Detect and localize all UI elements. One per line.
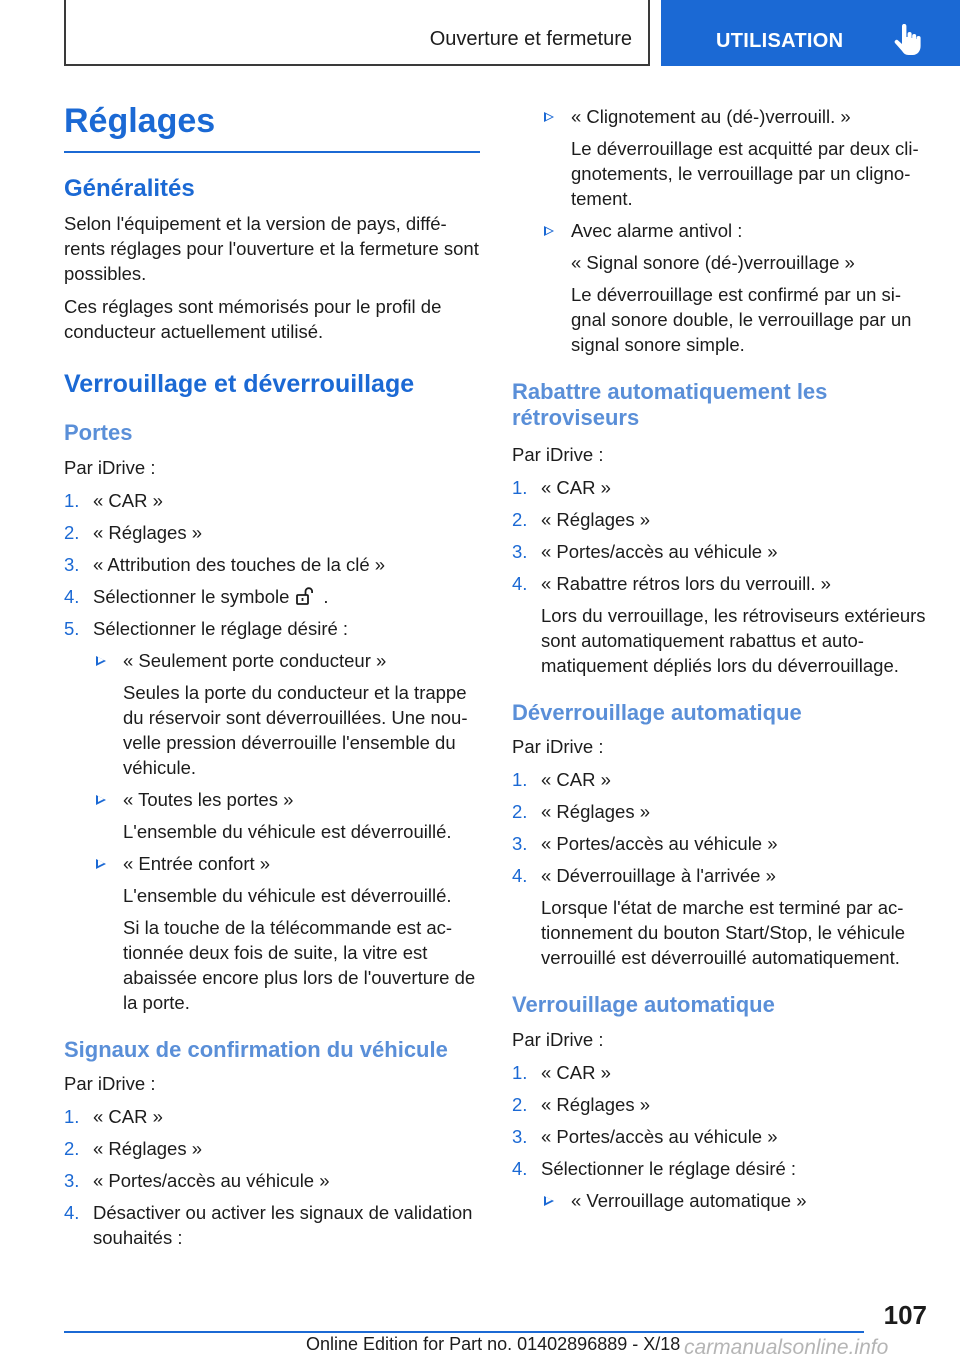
step-description: Lors du verrouillage, les rétroviseurs extérieurs sont automatiquement rabattus et automatiquement dépliés lors du déverrouillage. (541, 604, 926, 676)
step-text: « CAR » (541, 476, 611, 498)
chapter-title: UTILISATION (716, 30, 844, 52)
list-item (512, 539, 928, 564)
subheading-signaux: Signaux de confirmation du véhicule (64, 1036, 448, 1062)
triangle-bullet-icon (96, 656, 106, 666)
step-number: 4. (512, 1157, 528, 1179)
option-description: L'ensemble du véhicule est déverrouillé. (123, 820, 452, 842)
intro-text: Par iDrive : (512, 443, 604, 465)
step-number: 2. (64, 521, 80, 543)
list-item (64, 1168, 480, 1193)
edition-text: Online Edition for Part no. 01402896889 - X/18 (306, 1334, 681, 1354)
option-item (93, 648, 480, 780)
list-item (64, 488, 480, 513)
section-heading-generalites: Généralités (64, 175, 195, 202)
list-item (512, 1156, 928, 1213)
section-box (64, 0, 650, 66)
list-item (64, 584, 480, 609)
step-number: 2. (512, 801, 528, 823)
intro-text: Par iDrive : (512, 736, 604, 758)
step-text: « Rabattre rétros lors du verrouill. » (541, 572, 831, 594)
triangle-bullet-icon (96, 859, 106, 869)
step-text: « Réglages » (541, 1093, 651, 1115)
steps-list-retroviseurs (512, 475, 928, 678)
step-number: 1. (512, 1061, 528, 1083)
step-text: Désactiver ou activer les signaux de validation souhaités : (93, 1202, 473, 1249)
step-text-suffix: . (323, 585, 329, 607)
step-text: « Réglages » (93, 521, 203, 543)
option-description: Si la touche de la télécommande est actionnée deux fois de suite, la vitre est abaissée encore plus lors de l'ouverture de la porte. (123, 916, 476, 1013)
step-number: 4. (64, 1202, 80, 1224)
step-text: « Attribution des touches de la clé » (93, 553, 386, 575)
page-number: 107 (883, 1300, 927, 1330)
step-number: 1. (512, 769, 528, 791)
steps-list-deverrouillage (512, 767, 928, 970)
list-item (512, 831, 928, 856)
step-number: 2. (512, 1093, 528, 1115)
list-item (512, 1092, 928, 1117)
step-number: 5. (64, 617, 80, 639)
intro-text: Par iDrive : (64, 456, 156, 478)
step-number: 1. (512, 476, 528, 498)
option-description: « Signal sonore (dé-)verrouillage » (571, 252, 855, 273)
list-item (512, 799, 928, 824)
option-item (93, 787, 480, 844)
option-description: L'ensemble du véhicule est déverrouillé. (123, 884, 452, 906)
list-item (64, 1104, 480, 1129)
option-label: « Toutes les portes » (123, 788, 294, 810)
list-item (64, 616, 480, 1015)
section-heading-verrouillage: Verrouillage et déverrouillage (64, 369, 415, 398)
step-text: « Déverrouillage à l'arrivée » (541, 865, 776, 887)
option-item (93, 851, 480, 1015)
step-number: 4. (64, 585, 80, 607)
option-label: « Seulement porte conducteur » (123, 649, 387, 671)
footer-divider (64, 1331, 864, 1333)
section-title: Ouverture et fermeture (429, 28, 632, 50)
step-number: 2. (64, 1138, 80, 1160)
subheading-deverrouillage-auto: Déverrouillage automatique (512, 699, 802, 725)
option-item (541, 104, 928, 211)
step-number: 4. (512, 572, 528, 594)
step-text: « CAR » (93, 1106, 163, 1128)
step-number: 3. (512, 833, 528, 855)
option-list (541, 1188, 928, 1213)
step-number: 3. (512, 1125, 528, 1147)
page-header (0, 0, 960, 66)
step-text: « CAR » (541, 1061, 611, 1083)
triangle-bullet-icon (544, 226, 554, 236)
list-item (512, 767, 928, 792)
steps-list-portes (64, 488, 480, 1015)
option-label: « Clignotement au (dé-)verrouill. » (571, 106, 851, 127)
step-text: « Portes/accès au véhicule » (541, 833, 778, 855)
list-item (64, 520, 480, 545)
option-item (541, 1188, 928, 1213)
option-description: Le déverrouillage est confirmé par un signal sonore double, le verrouillage par un signal sonore simple. (571, 284, 912, 355)
list-item (512, 507, 928, 532)
option-item (541, 218, 928, 357)
paragraph: Selon l'équipement et la version de pays, différents réglages pour l'ouverture et la fermeture sont possibles. (64, 212, 479, 284)
step-number: 4. (512, 865, 528, 887)
option-description: Le déverrouillage est acquitté par deux clignotements, le verrouillage par un clignotement. (571, 138, 919, 209)
option-label: Avec alarme antivol : (571, 220, 743, 241)
triangle-bullet-icon (544, 112, 554, 122)
list-item (512, 475, 928, 500)
step-number: 1. (64, 1106, 80, 1128)
step-number: 3. (512, 540, 528, 562)
step-text: Sélectionner le symbole (93, 585, 290, 607)
option-label: « Entrée confort » (123, 852, 271, 874)
paragraph: Ces réglages sont mémorisés pour le profil de conducteur actuellement utilisé. (64, 295, 442, 342)
intro-text: Par iDrive : (512, 1028, 604, 1050)
step-text: Sélectionner le réglage désiré : (93, 617, 349, 639)
step-description: Lorsque l'état de marche est terminé par actionnement du bouton Start/Stop, le véhicule verrouillé est déverrouillé automatiquement. (541, 897, 906, 969)
step-number: 1. (64, 489, 80, 511)
option-label: « Verrouillage automatique » (571, 1189, 807, 1211)
step-number: 3. (64, 1170, 80, 1192)
list-item (512, 1124, 928, 1149)
list-item (512, 863, 928, 970)
intro-text: Par iDrive : (64, 1073, 156, 1095)
list-item (64, 1200, 480, 1250)
step-number: 3. (64, 553, 80, 575)
step-text: « Portes/accès au véhicule » (541, 1125, 778, 1147)
list-item (512, 1060, 928, 1085)
option-list (541, 104, 928, 357)
step-text: « Portes/accès au véhicule » (541, 540, 778, 562)
step-text: « Réglages » (541, 508, 651, 530)
list-item (64, 1136, 480, 1161)
title-divider (64, 151, 480, 153)
left-column (64, 92, 480, 1250)
subheading-verrouillage-auto: Verrouillage automatique (512, 992, 775, 1018)
unlock-icon (295, 586, 315, 606)
subheading-retroviseurs: Rabattre automatiquement les rétroviseurs (512, 379, 828, 431)
step-text: Sélectionner le réglage désiré : (541, 1157, 797, 1179)
triangle-bullet-icon (544, 1196, 554, 1206)
right-column (512, 104, 928, 1213)
page-title: Réglages (64, 102, 216, 140)
triangle-bullet-icon (96, 795, 106, 805)
step-text: « Réglages » (541, 801, 651, 823)
list-item (64, 552, 480, 577)
option-description: Seules la porte du conducteur et la trappe du réservoir sont déverrouillées. Une nouvelle pression déverrouille l'ensemble du véhicule. (123, 681, 468, 778)
step-number: 2. (512, 508, 528, 530)
step-text: « Portes/accès au véhicule » (93, 1170, 330, 1192)
watermark: carmanualsonline.info (684, 1336, 889, 1359)
hand-pointer-icon (893, 24, 921, 56)
subheading-portes: Portes (64, 420, 133, 446)
step-text: « Réglages » (93, 1138, 203, 1160)
steps-list-verrouillage (512, 1060, 928, 1213)
list-item (512, 571, 928, 678)
steps-list-signaux (64, 1104, 480, 1250)
option-list (93, 648, 480, 1015)
chapter-tab (661, 0, 960, 66)
step-text: « CAR » (93, 489, 163, 511)
step-text: « CAR » (541, 769, 611, 791)
